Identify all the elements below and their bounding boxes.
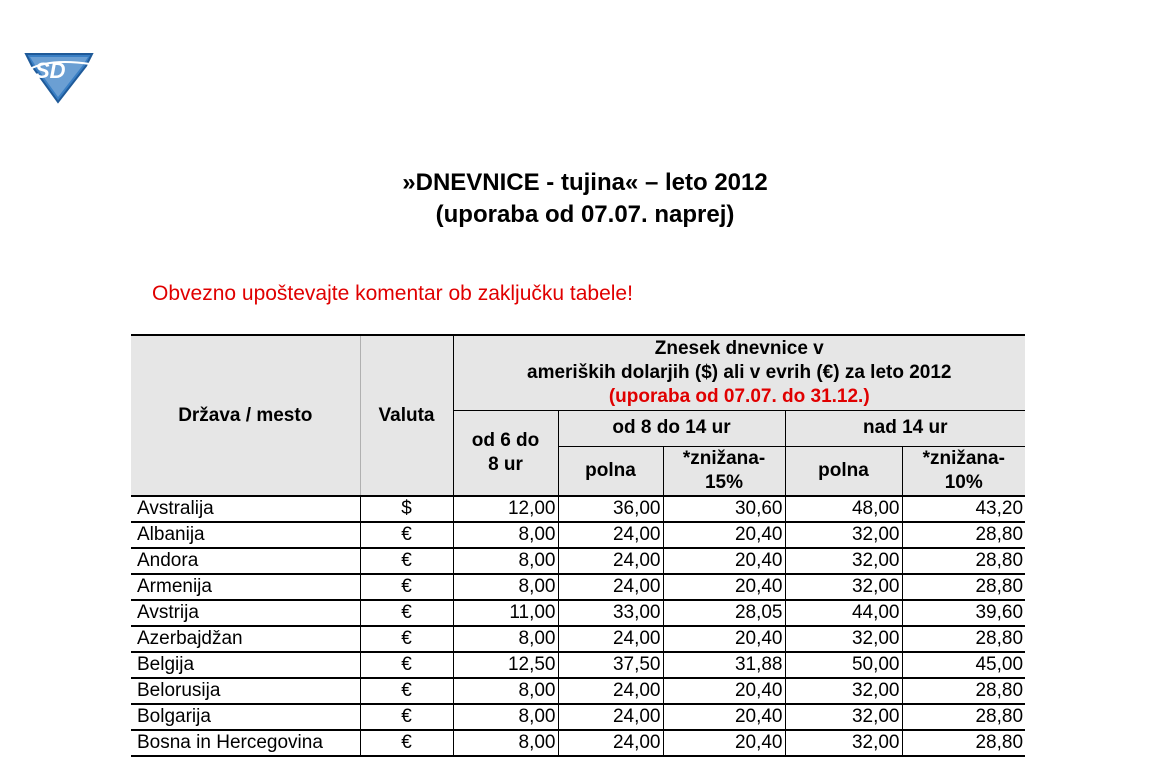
cell-currency: € <box>360 626 453 652</box>
document-subtitle: (uporaba od 07.07. naprej) <box>435 201 735 228</box>
header-amount-period: (uporaba od 07.07. do 31.12.) <box>608 385 870 407</box>
cell-amount: 32,00 <box>785 548 902 574</box>
table-row <box>131 626 1025 652</box>
cell-country: Belorusija <box>131 678 360 704</box>
cell-amount: 24,00 <box>558 522 663 548</box>
document-title: »DNEVNICE - tujina« – leto 2012 <box>402 169 768 196</box>
cell-amount: 28,05 <box>663 600 785 626</box>
cell-amount: 32,00 <box>785 730 902 756</box>
cell-amount: 24,00 <box>558 548 663 574</box>
cell-amount: 37,50 <box>558 652 663 678</box>
cell-amount: 20,40 <box>663 678 785 704</box>
table-row <box>131 600 1025 626</box>
header-amount <box>453 335 1025 410</box>
cell-amount: 28,80 <box>902 704 1025 730</box>
cell-amount: 50,00 <box>785 652 902 678</box>
header-over-14h: nad 14 ur <box>785 410 1025 446</box>
cell-amount: 32,00 <box>785 522 902 548</box>
cell-country: Belgija <box>131 652 360 678</box>
cell-amount: 20,40 <box>663 574 785 600</box>
cell-currency: $ <box>360 496 453 522</box>
header-6-8h-line1: od 6 do <box>471 429 540 451</box>
cell-amount: 20,40 <box>663 522 785 548</box>
cell-amount: 32,00 <box>785 704 902 730</box>
cell-amount: 28,80 <box>902 548 1025 574</box>
cell-amount: 8,00 <box>453 704 558 730</box>
cell-amount: 20,40 <box>663 626 785 652</box>
cell-amount: 11,00 <box>453 600 558 626</box>
cell-amount: 39,60 <box>902 600 1025 626</box>
cell-amount: 36,00 <box>558 496 663 522</box>
company-logo-icon <box>22 48 96 104</box>
cell-currency: € <box>360 652 453 678</box>
cell-amount: 24,00 <box>558 704 663 730</box>
cell-amount: 8,00 <box>453 574 558 600</box>
header-reduced-15 <box>663 446 785 496</box>
cell-amount: 20,40 <box>663 704 785 730</box>
cell-currency: € <box>360 730 453 756</box>
per-diem-table <box>131 334 1025 757</box>
cell-amount: 30,60 <box>663 496 785 522</box>
cell-country: Armenija <box>131 574 360 600</box>
header-reduced-10-line1: *znižana- <box>922 447 1005 469</box>
cell-amount: 8,00 <box>453 730 558 756</box>
cell-amount: 31,88 <box>663 652 785 678</box>
header-reduced-15-line1: *znižana- <box>682 447 766 469</box>
cell-amount: 20,40 <box>663 548 785 574</box>
cell-amount: 8,00 <box>453 548 558 574</box>
notice-text: Obvezno upoštevajte komentar ob zaključku tabele! <box>152 282 633 305</box>
cell-currency: € <box>360 678 453 704</box>
header-amount-line2: ameriških dolarjih ($) ali v evrih (€) za leto 2012 <box>527 361 952 383</box>
cell-amount: 28,80 <box>902 678 1025 704</box>
cell-amount: 32,00 <box>785 574 902 600</box>
table-row <box>131 652 1025 678</box>
cell-amount: 28,80 <box>902 730 1025 756</box>
cell-amount: 24,00 <box>558 626 663 652</box>
cell-country: Bosna in Hercegovina <box>131 730 360 756</box>
header-8-14h: od 8 do 14 ur <box>558 410 785 446</box>
cell-amount: 45,00 <box>902 652 1025 678</box>
svg-text:SD: SD <box>35 58 66 83</box>
cell-country: Avstralija <box>131 496 360 522</box>
header-full-8-14: polna <box>558 446 663 496</box>
header-country: Država / mesto <box>131 335 360 496</box>
header-6-8h <box>453 410 558 496</box>
cell-amount: 12,50 <box>453 652 558 678</box>
cell-amount: 12,00 <box>453 496 558 522</box>
cell-amount: 20,40 <box>663 730 785 756</box>
cell-amount: 33,00 <box>558 600 663 626</box>
header-currency: Valuta <box>360 335 453 496</box>
cell-amount: 43,20 <box>902 496 1025 522</box>
cell-country: Avstrija <box>131 600 360 626</box>
header-reduced-15-line2: 15% <box>704 471 744 493</box>
table-row <box>131 548 1025 574</box>
cell-country: Andora <box>131 548 360 574</box>
cell-amount: 24,00 <box>558 574 663 600</box>
cell-amount: 24,00 <box>558 678 663 704</box>
cell-amount: 28,80 <box>902 626 1025 652</box>
cell-amount: 8,00 <box>453 626 558 652</box>
cell-amount: 24,00 <box>558 730 663 756</box>
header-full-over-14: polna <box>785 446 902 496</box>
header-reduced-10-line2: 10% <box>944 471 983 493</box>
cell-amount: 8,00 <box>453 522 558 548</box>
cell-currency: € <box>360 548 453 574</box>
cell-amount: 28,80 <box>902 574 1025 600</box>
cell-currency: € <box>360 522 453 548</box>
cell-currency: € <box>360 600 453 626</box>
cell-amount: 44,00 <box>785 600 902 626</box>
header-6-8h-line2: 8 ur <box>488 453 523 475</box>
cell-amount: 8,00 <box>453 678 558 704</box>
table-row <box>131 574 1025 600</box>
table-row <box>131 522 1025 548</box>
cell-amount: 32,00 <box>785 678 902 704</box>
cell-country: Albanija <box>131 522 360 548</box>
cell-currency: € <box>360 704 453 730</box>
cell-amount: 32,00 <box>785 626 902 652</box>
cell-currency: € <box>360 574 453 600</box>
table-row <box>131 678 1025 704</box>
cell-amount: 48,00 <box>785 496 902 522</box>
table-row <box>131 704 1025 730</box>
header-amount-line1: Znesek dnevnice v <box>654 337 824 359</box>
cell-country: Azerbajdžan <box>131 626 360 652</box>
header-reduced-10 <box>902 446 1025 496</box>
cell-amount: 28,80 <box>902 522 1025 548</box>
table-row <box>131 730 1025 756</box>
table-row <box>131 496 1025 522</box>
cell-country: Bolgarija <box>131 704 360 730</box>
